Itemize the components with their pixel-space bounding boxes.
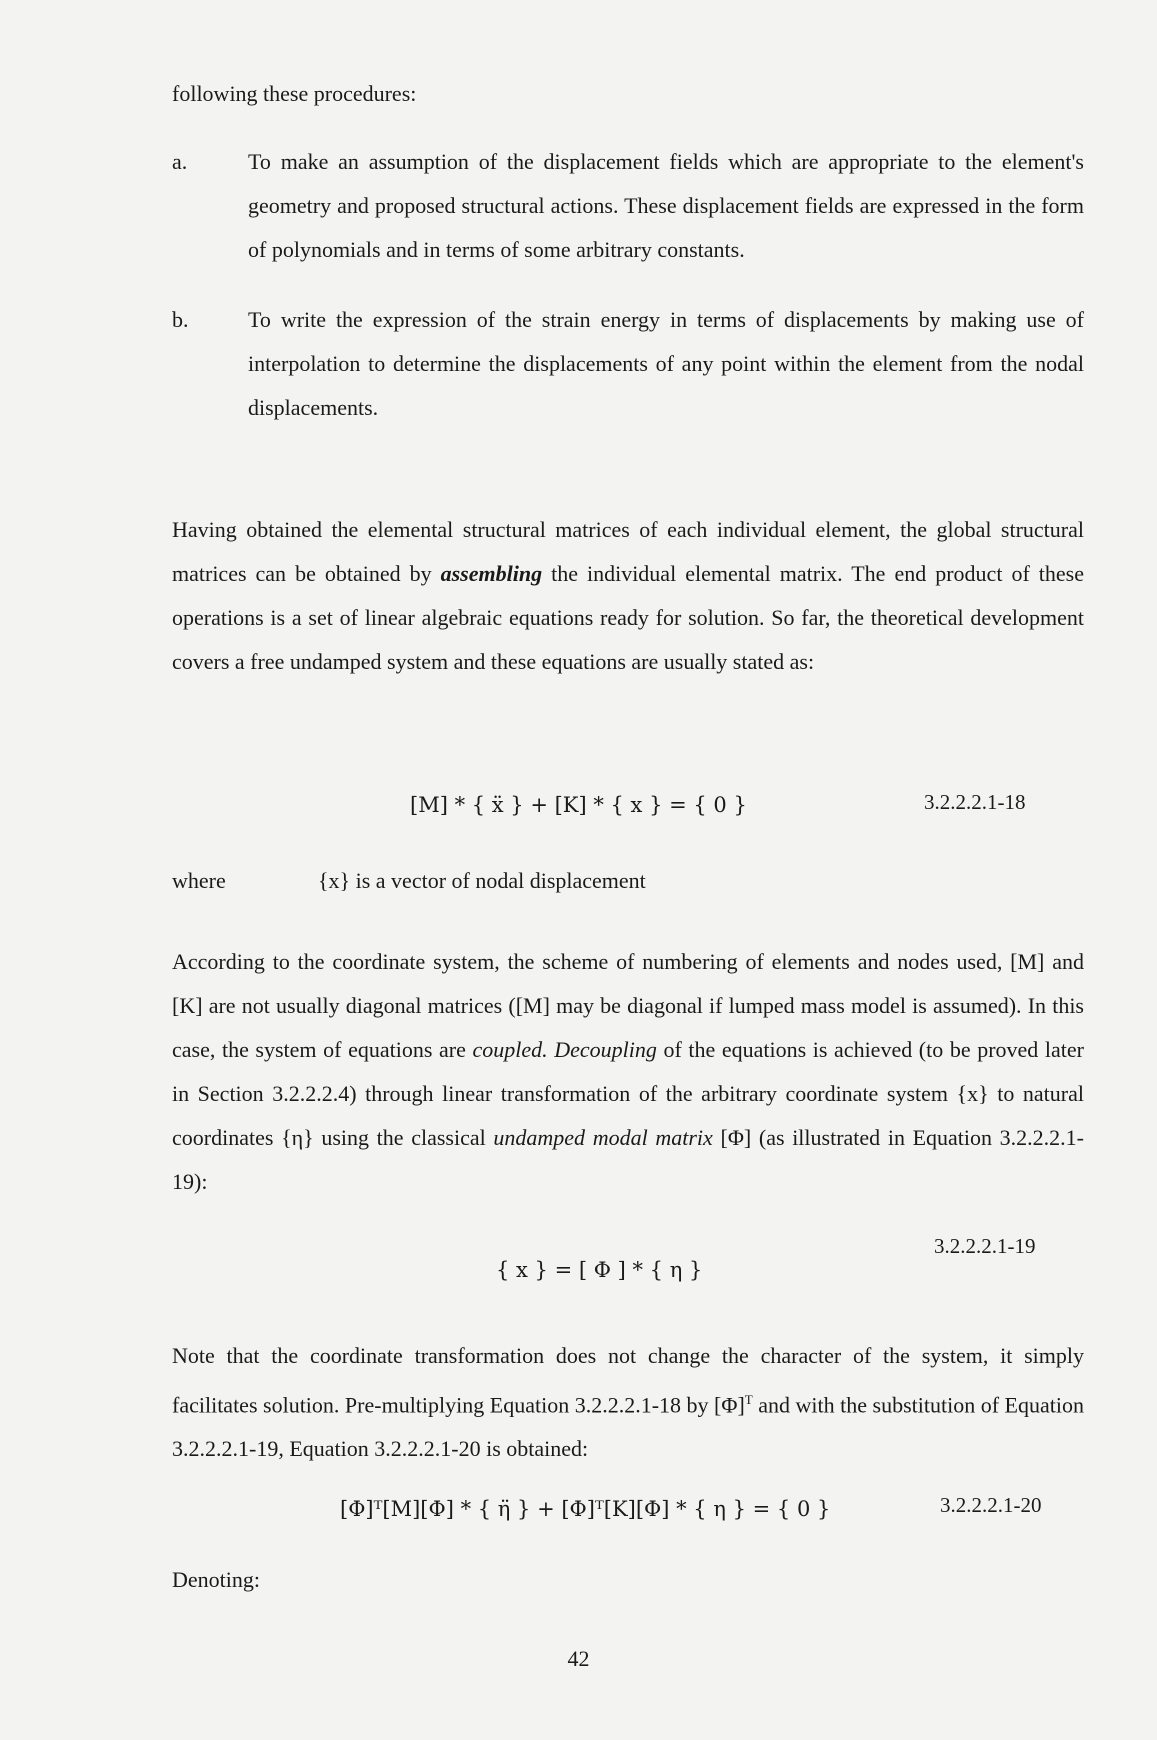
procedure-text-b: To write the expression of the strain energy in terms of displacements by making use of interpolation to determine the displacements of any point within the element from the nodal displacements. — [248, 307, 1084, 420]
equation-18: [M] * { ẍ } + [K] * { x } = { 0 } — [410, 793, 747, 817]
paragraph-premultiply-text-2: and with the substitution of Equation 3.2.2.2.1-19, Equation 3.2.2.2.1-20 is obtained: — [172, 1392, 1084, 1462]
denoting-line: Denoting: — [172, 1567, 260, 1592]
paragraph-premultiply — [172, 1334, 1084, 1471]
page-number: 42 — [567, 1646, 590, 1671]
equation-18-number: 3.2.2.2.1-18 — [924, 790, 1026, 814]
emphasis-coupled: coupled. Decoupling — [472, 1037, 657, 1062]
paragraph-assembling-text: Having obtained the elemental structural matrices of each individual element, the global structural matrices can be obtained by — [172, 517, 1084, 586]
intro-line: following these procedures: — [172, 81, 417, 106]
where-text: {x} is a vector of nodal displacement — [318, 868, 646, 893]
paragraph-assembling-text-2: the individual elemental matrix. The end product of these operations is a set of linear algebraic equations ready for solution. So far, the theoretical development covers a free undamped system and these equations are usually stated as: — [172, 561, 1084, 674]
superscript-t: T — [744, 1392, 753, 1407]
paragraph-decoupling-text-1: According to the coordinate system, the scheme of numbering of elements and nodes used, [M] and [K] are not usually diagonal matrices ([M] may be diagonal if lumped mass model is assumed). In this case, the system of equations are — [172, 949, 1084, 1062]
paragraph-decoupling — [172, 940, 1084, 1204]
paragraph-decoupling-text-3: [Φ] (as illustrated in Equation 3.2.2.2.1-19): — [172, 1125, 1085, 1194]
procedure-text-a: To make an assumption of the displacement fields which are appropriate to the element's geometry and proposed structural actions. These displacement fields are expressed in the form of polynomials and in terms of some arbitrary constants. — [248, 149, 1084, 262]
procedure-label-b: b. — [172, 307, 189, 332]
procedure-label-a: a. — [172, 149, 188, 174]
equation-20-number: 3.2.2.2.1-20 — [940, 1493, 1042, 1517]
equation-19-number: 3.2.2.2.1-19 — [934, 1234, 1036, 1258]
equation-20: [Φ]ᵀ[M][Φ] * { η̈ } + [Φ]ᵀ[K][Φ] * { η } = { 0 } — [340, 1497, 831, 1521]
emphasis-undamped-modal-matrix: undamped modal matrix — [493, 1125, 713, 1150]
paragraph-decoupling-text-2: of the equations is achieved (to be proved later in Section 3.2.2.2.4) through linear transformation of the arbitrary coordinate system {x} to natural coordinates {η} using the classical — [172, 1037, 1084, 1150]
equation-19: { x } = [ Φ ] * { η } — [496, 1258, 703, 1282]
paragraph-premultiply-text-1: Note that the coordinate transformation does not change the character of the system, it simply facilitates solution. Pre-multiplying Equation 3.2.2.2.1-18 by [Φ] — [172, 1343, 1084, 1418]
where-label: where — [172, 868, 226, 893]
emphasis-assembling: assembling — [440, 561, 543, 586]
paragraph-assembling — [172, 508, 1084, 684]
